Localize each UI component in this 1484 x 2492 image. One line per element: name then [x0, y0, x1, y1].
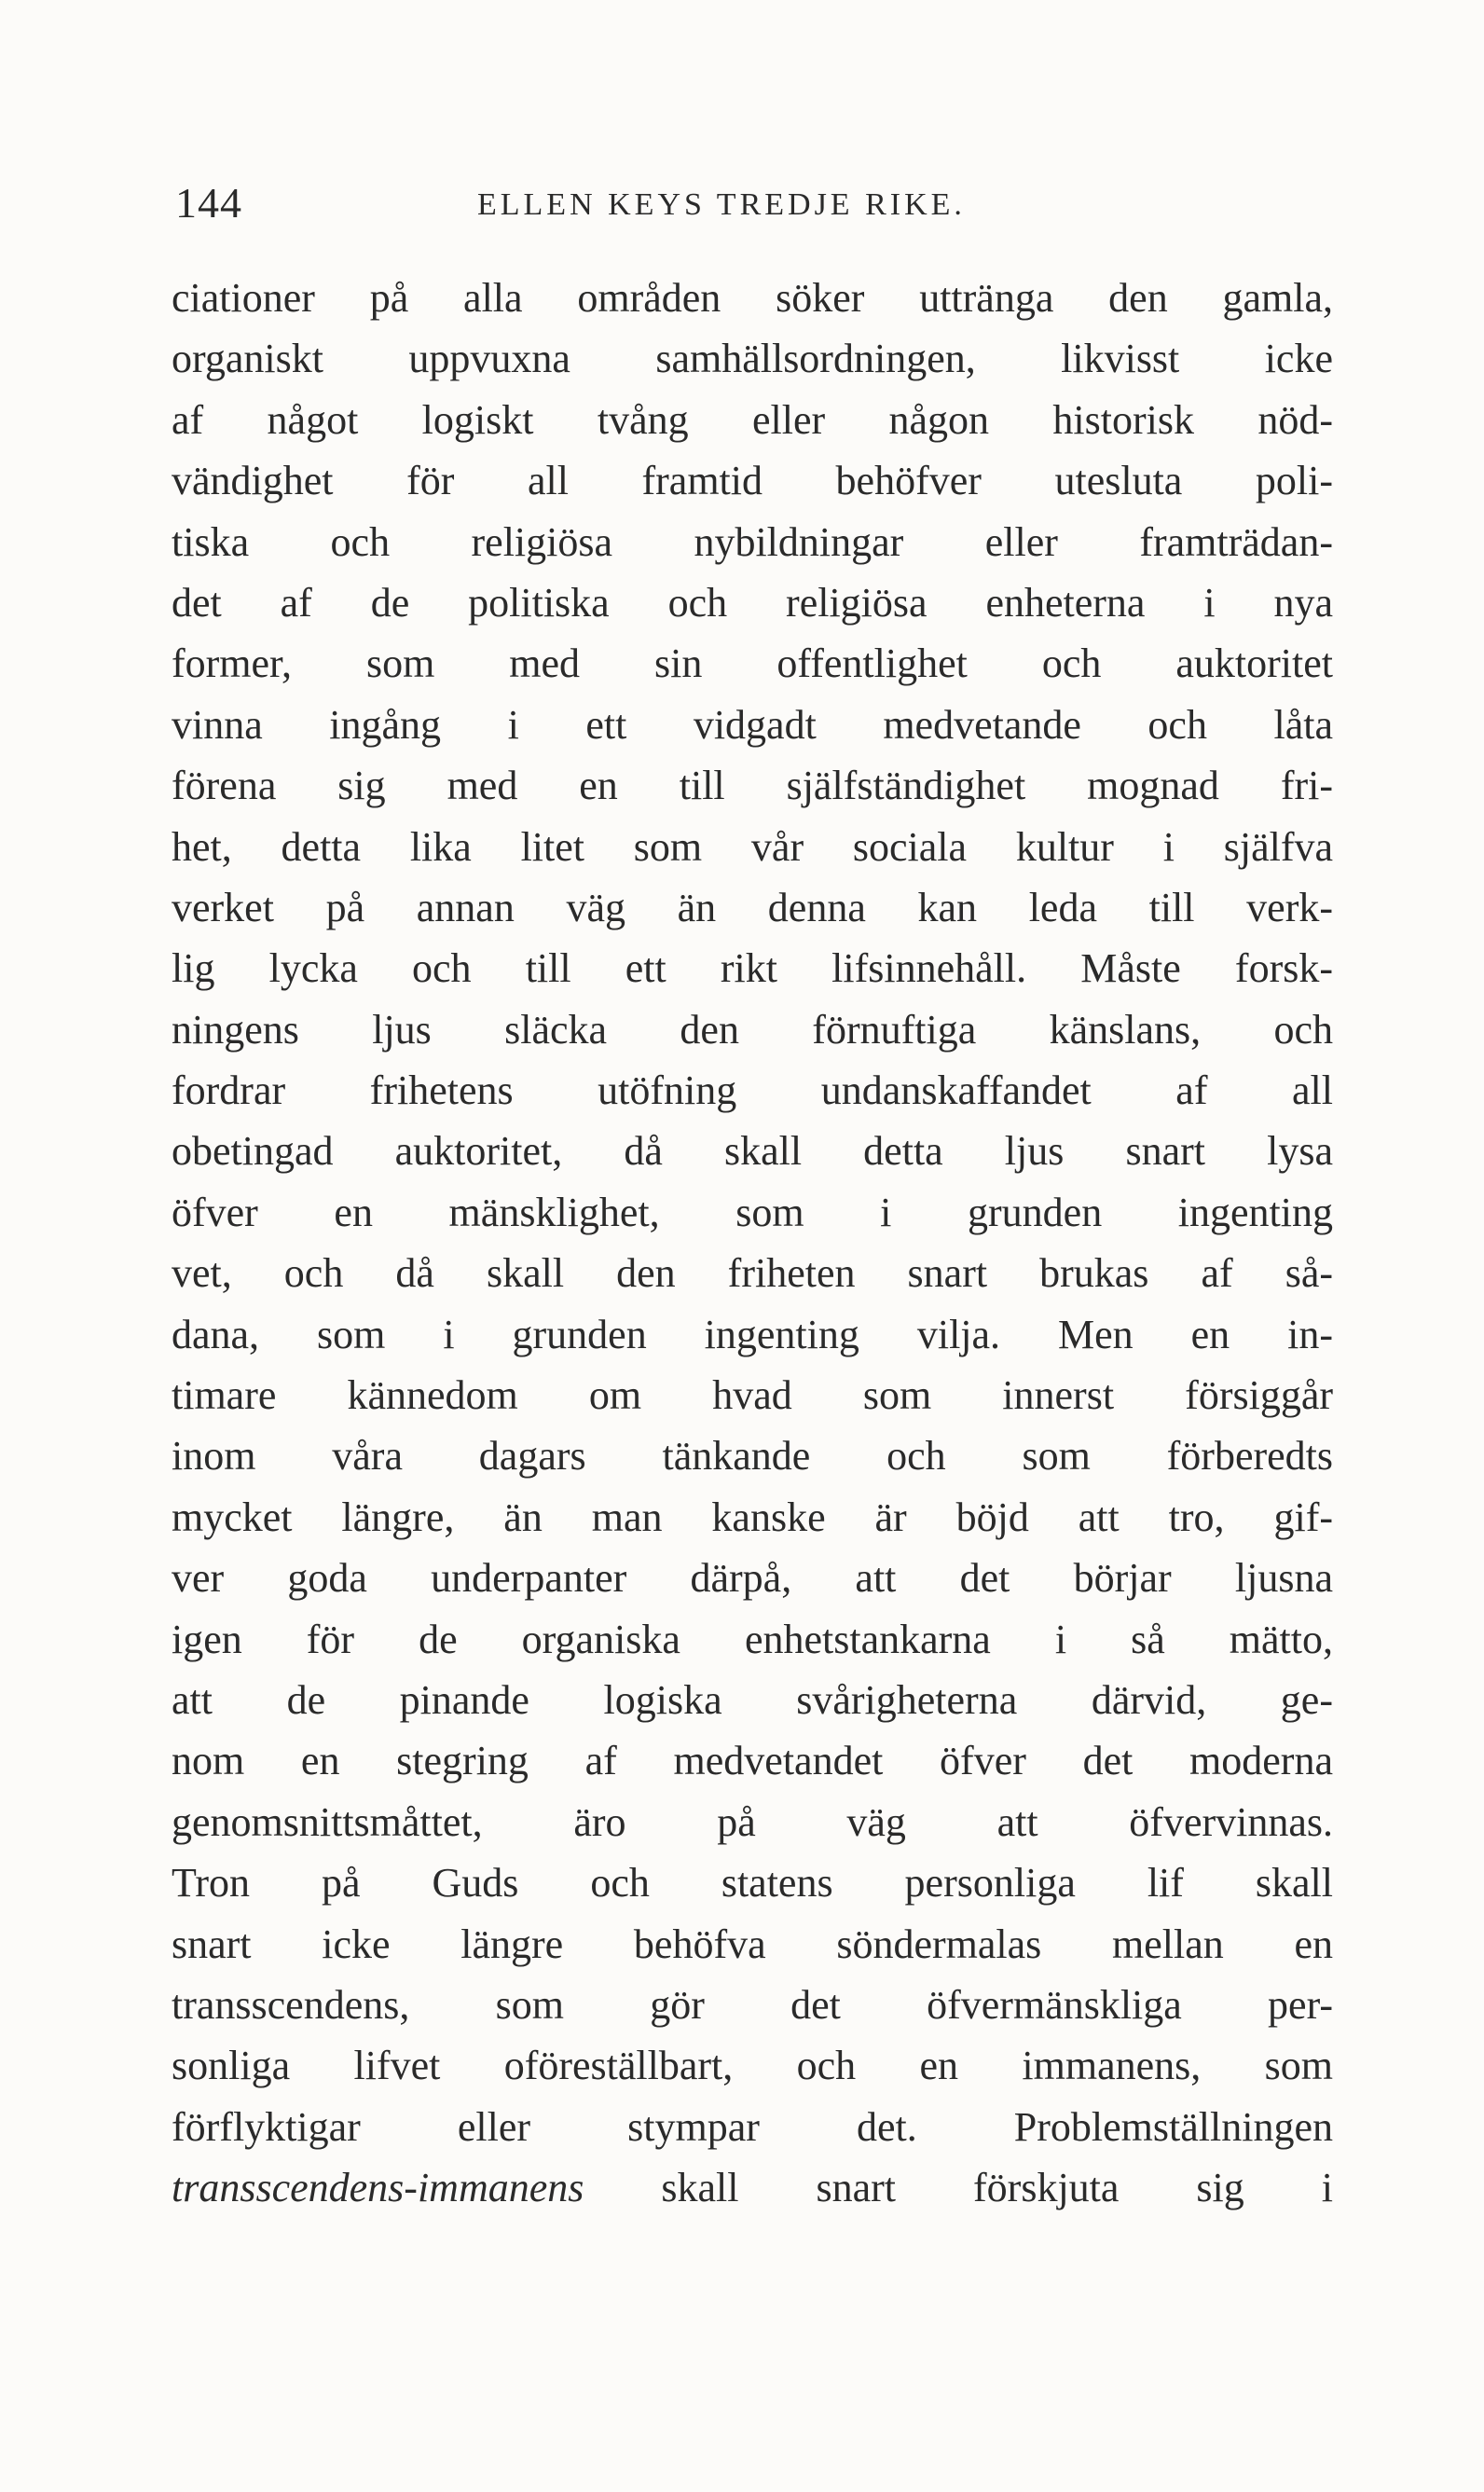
text-line: Tron på Guds och statens personliga lif skall [172, 1860, 1333, 1907]
text-line-tail: skall snart förskjuta sig i [584, 2165, 1333, 2211]
text-line: genomsnittsmåttet, äro på väg att öfvervinnas. [172, 1798, 1333, 1845]
text-line: ver goda underpanter därpå, att det börjar ljusna [172, 1555, 1333, 1602]
running-title: ELLEN KEYS TREDJE RIKE. [477, 187, 966, 222]
text-line: förena sig med en till själfständighet mognad fri- [172, 763, 1333, 809]
text-line: dana, som i grunden ingenting vilja. Men en in- [172, 1311, 1333, 1357]
text-line: inom våra dagars tänkande och som förberedts [172, 1433, 1333, 1480]
text-line: igen för de organiska enhetstankarna i så mätto, [172, 1616, 1333, 1662]
text-line: fordrar frihetens utöfning undanskaffandet af all [172, 1067, 1333, 1114]
text-line: ningens ljus släcka den förnuftiga känslans, och [172, 1006, 1333, 1053]
text-line: ciationer på alla områden söker uttränga den gamla, [172, 275, 1333, 321]
text-line: vändighet för all framtid behöfver utesluta poli- [172, 458, 1333, 504]
text-line: verket på annan väg än denna kan leda till verk- [172, 884, 1333, 930]
text-line: förflyktigar eller stympar det. Problemställningen [172, 2103, 1333, 2150]
text-line: former, som med sin offentlighet och auktoritet [172, 640, 1333, 687]
text-line: öfver en mänsklighet, som i grunden ingenting [172, 1189, 1333, 1235]
text-line: sonliga lifvet oföreställbart, och en immanens, som [172, 2043, 1333, 2089]
text-line: organiskt uppvuxna samhällsordningen, likvisst icke [172, 336, 1333, 382]
text-line: lig lycka och till ett rikt lifsinnehåll. Måste forsk- [172, 945, 1333, 992]
text-line: vinna ingång i ett vidgadt medvetande och låta [172, 701, 1333, 748]
running-head [175, 175, 1326, 231]
text-line: nom en stegring af medvetandet öfver det moderna [172, 1738, 1333, 1784]
text-line: tiska och religiösa nybildningar eller framträdan- [172, 518, 1333, 565]
text-line: obetingad auktoritet, då skall detta ljus snart lysa [172, 1128, 1333, 1175]
text-line: timare kännedom om hvad som innerst försiggår [172, 1372, 1333, 1419]
text-line: snart icke längre behöfva söndermalas mellan en [172, 1921, 1333, 1967]
text-line: det af de politiska och religiösa enheterna i nya [172, 579, 1333, 626]
text-line-last [172, 2157, 1333, 2218]
page-number: 144 [175, 179, 242, 227]
text-line: het, detta lika litet som vår sociala kultur i själfva [172, 823, 1333, 870]
text-line: vet, och då skall den friheten snart brukas af så- [172, 1250, 1333, 1297]
text-line: transscendens, som gör det öfvermänskliga per- [172, 1981, 1333, 2028]
text-line: att de pinande logiska svårigheterna därvid, ge- [172, 1676, 1333, 1723]
italic-term: transscendens-immanens [172, 2165, 584, 2211]
text-line: af något logiskt tvång eller någon historisk nöd- [172, 396, 1333, 443]
body-text [172, 268, 1333, 2219]
text-line: mycket längre, än man kanske är böjd att tro, gif- [172, 1494, 1333, 1540]
